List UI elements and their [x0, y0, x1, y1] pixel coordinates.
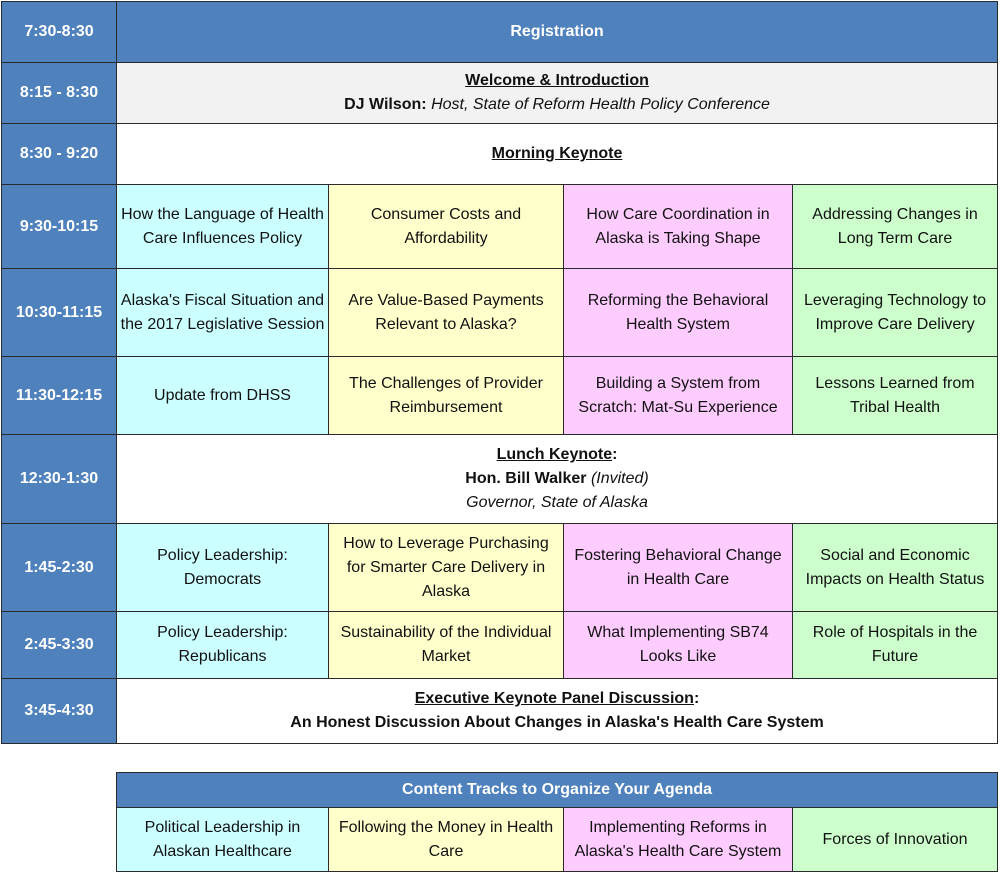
- morning-keynote-row: [2, 124, 998, 185]
- lunch-keynote-heading: [120, 443, 994, 467]
- session-track-4: Leveraging Technology to Improve Care Delivery: [793, 269, 998, 357]
- session-row: [2, 185, 998, 269]
- morning-keynote-title: Morning Keynote: [117, 124, 998, 185]
- lunch-keynote-row: [2, 435, 998, 524]
- session-track-2: How to Leverage Purchasing for Smarter Care Delivery in Alaska: [329, 524, 564, 612]
- session-row: [2, 612, 998, 679]
- session-track-3: What Implementing SB74 Looks Like: [564, 612, 793, 679]
- session-track-3: How Care Coordination in Alaska is Taking Shape: [564, 185, 793, 269]
- time-slot: 3:45-4:30: [2, 679, 117, 744]
- session-track-3: Reforming the Behavioral Health System: [564, 269, 793, 357]
- lunch-keynote-title: Lunch Keynote: [496, 446, 613, 463]
- session-track-4: Lessons Learned from Tribal Health: [793, 357, 998, 435]
- registration-row: [2, 2, 998, 63]
- lunch-speaker-line: [120, 467, 994, 491]
- session-track-3: Fostering Behavioral Change in Health Care: [564, 524, 793, 612]
- welcome-row: [2, 63, 998, 124]
- session-track-4: Addressing Changes in Long Term Care: [793, 185, 998, 269]
- lunch-keynote-cell: [117, 435, 998, 524]
- time-slot: 2:45-3:30: [2, 612, 117, 679]
- content-tracks-header-row: [117, 773, 998, 808]
- time-slot: 12:30-1:30: [2, 435, 117, 524]
- speaker-name: DJ Wilson:: [344, 96, 427, 113]
- time-slot: 9:30-10:15: [2, 185, 117, 269]
- track-legend-3: Implementing Reforms in Alaska's Health Care System: [564, 808, 793, 872]
- lunch-keynote-colon: :: [612, 446, 618, 463]
- registration-label: Registration: [117, 2, 998, 63]
- executive-keynote-colon: :: [693, 690, 700, 707]
- session-track-1: Policy Leadership: Republicans: [117, 612, 329, 679]
- time-slot: 1:45-2:30: [2, 524, 117, 612]
- time-slot: 8:30 - 9:20: [2, 124, 117, 185]
- lunch-speaker-role: Governor, State of Alaska: [466, 494, 648, 511]
- session-track-1: How the Language of Health Care Influences Policy: [117, 185, 329, 269]
- time-slot: 10:30-11:15: [2, 269, 117, 357]
- session-track-1: Alaska's Fiscal Situation and the 2017 Legislative Session: [117, 269, 329, 357]
- session-track-2: The Challenges of Provider Reimbursement: [329, 357, 564, 435]
- session-row: [2, 524, 998, 612]
- track-legend-4: Forces of Innovation: [793, 808, 998, 872]
- time-slot: 7:30-8:30: [2, 2, 117, 63]
- session-row: [2, 269, 998, 357]
- welcome-title: Welcome & Introduction: [465, 72, 649, 89]
- session-track-3: Building a System from Scratch: Mat-Su Experience: [564, 357, 793, 435]
- speaker-role: Host, State of Reform Health Policy Conference: [431, 96, 770, 113]
- session-track-2: Consumer Costs and Affordability: [329, 185, 564, 269]
- welcome-speaker: [120, 93, 994, 117]
- time-slot: 8:15 - 8:30: [2, 63, 117, 124]
- session-track-1: Policy Leadership: Democrats: [117, 524, 329, 612]
- executive-keynote-row: [2, 679, 998, 744]
- session-track-2: Are Value-Based Payments Relevant to Alaska?: [329, 269, 564, 357]
- agenda-table: [1, 1, 998, 744]
- content-tracks-row: [117, 808, 998, 872]
- lunch-speaker: Hon. Bill Walker: [465, 470, 587, 487]
- executive-keynote-subtitle: An Honest Discussion About Changes in Alaska's Health Care System: [290, 714, 824, 731]
- content-tracks-header: Content Tracks to Organize Your Agenda: [117, 773, 998, 808]
- content-tracks-table: [116, 772, 998, 872]
- executive-keynote-title: Executive Keynote Panel Discussion: [414, 690, 694, 707]
- executive-keynote-cell: [117, 679, 998, 744]
- session-track-1: Update from DHSS: [117, 357, 329, 435]
- session-row: [2, 357, 998, 435]
- session-track-4: Social and Economic Impacts on Health Status: [793, 524, 998, 612]
- track-legend-2: Following the Money in Health Care: [329, 808, 564, 872]
- time-slot: 11:30-12:15: [2, 357, 117, 435]
- session-track-2: Sustainability of the Individual Market: [329, 612, 564, 679]
- track-legend-1: Political Leadership in Alaskan Healthcare: [117, 808, 329, 872]
- executive-keynote-heading: [120, 687, 994, 711]
- lunch-speaker-status: (Invited): [590, 470, 649, 487]
- welcome-cell: [117, 63, 998, 124]
- session-track-4: Role of Hospitals in the Future: [793, 612, 998, 679]
